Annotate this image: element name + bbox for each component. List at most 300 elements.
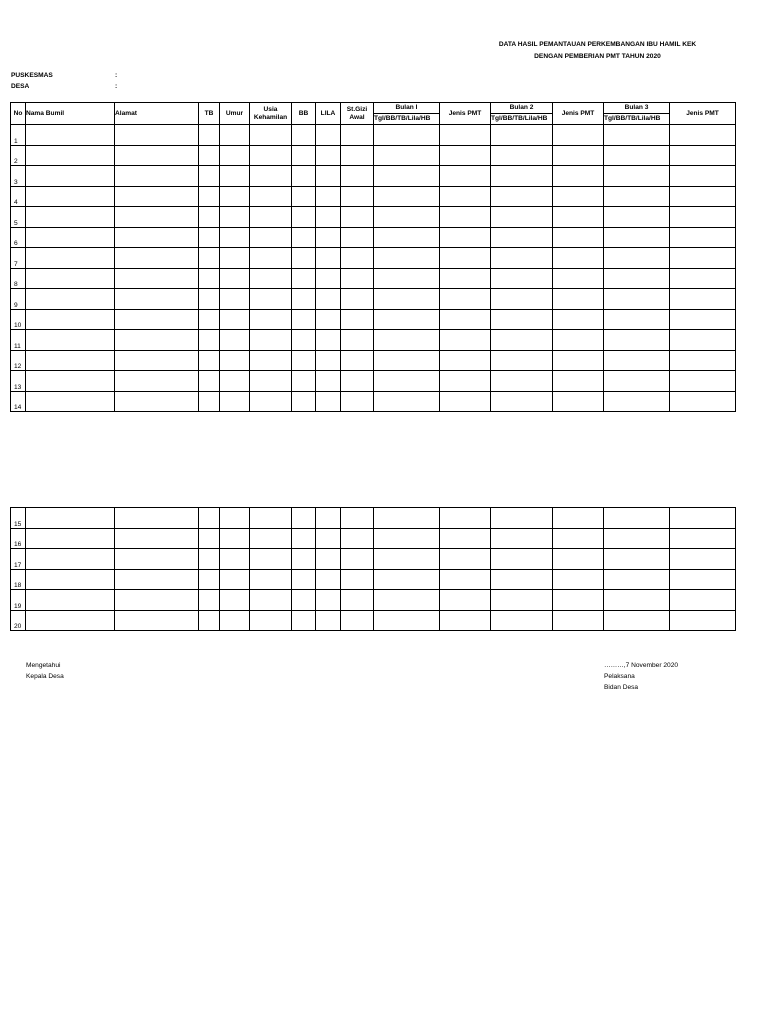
table-cell [440,350,491,371]
table-cell [199,248,220,269]
table-row [11,549,736,570]
table-cell [670,391,736,412]
row-number: 5 [11,207,26,228]
table-cell [670,508,736,529]
table-cell [220,309,250,330]
table-cell [26,590,115,611]
table-cell [316,145,341,166]
table-cell [670,145,736,166]
table-cell [115,227,199,248]
table-cell [341,309,374,330]
table-cell [115,528,199,549]
table-cell [199,549,220,570]
table-cell [374,145,440,166]
table-cell [604,268,670,289]
table-cell [115,289,199,310]
table-cell [440,145,491,166]
table-cell [374,528,440,549]
table-cell [604,549,670,570]
table-cell [199,268,220,289]
table-cell [316,248,341,269]
table-cell [316,391,341,412]
table-cell [292,330,316,351]
table-cell [199,330,220,351]
header-alamat: Alamat [115,103,199,125]
table-cell [553,590,604,611]
table-cell [374,248,440,269]
table-row [11,248,736,269]
table-cell [341,125,374,146]
header-tb: TB [199,103,220,125]
table-cell [341,207,374,228]
table-body-part2 [11,508,736,631]
header-nama-bumil: Nama Bumil [26,103,115,125]
table-cell [553,207,604,228]
row-number: 13 [11,371,26,392]
table-cell [26,248,115,269]
table-row [11,330,736,351]
table-cell [26,309,115,330]
table-row [11,528,736,549]
table-row [11,268,736,289]
table-cell [491,371,553,392]
table-cell [440,227,491,248]
table-cell [292,186,316,207]
header-bulan-1: Bulan I [374,103,440,114]
row-number: 17 [11,549,26,570]
table-cell [199,186,220,207]
table-row [11,350,736,371]
table-cell [26,610,115,631]
table-cell [292,166,316,187]
table-cell [440,569,491,590]
table-cell [292,145,316,166]
signature-bidan-desa: Bidan Desa [604,684,639,691]
header-umur: Umur [220,103,250,125]
header-jenis-pmt-3: Jenis PMT [670,103,736,125]
table-row [11,508,736,529]
table-cell [115,309,199,330]
table-cell [316,186,341,207]
table-cell [491,289,553,310]
table-cell [316,371,341,392]
table-cell [491,166,553,187]
table-cell [316,309,341,330]
table-row [11,610,736,631]
table-cell [341,248,374,269]
table-cell [115,391,199,412]
table-cell [220,590,250,611]
table-cell [491,227,553,248]
table-cell [604,391,670,412]
signature-kepala-desa: Kepala Desa [26,673,64,680]
table-cell [199,391,220,412]
table-cell [292,227,316,248]
table-cell [115,610,199,631]
table-cell [26,569,115,590]
table-cell [553,309,604,330]
table-cell [250,207,292,228]
table-cell [341,549,374,570]
table-cell [374,330,440,351]
table-cell [115,549,199,570]
table-cell [553,391,604,412]
table-cell [491,145,553,166]
table-cell [26,528,115,549]
table-cell [115,207,199,228]
table-cell [316,125,341,146]
table-cell [26,125,115,146]
table-cell [220,549,250,570]
table-cell [26,268,115,289]
puskesmas-label: PUSKESMAS [11,72,53,79]
subheader-bulan-3: Tgl/BB/TB/Lila/HB [604,114,670,125]
table-cell [220,289,250,310]
table-cell [250,569,292,590]
table-cell [250,186,292,207]
table-cell [220,371,250,392]
table-cell [670,350,736,371]
puskesmas-separator: : [115,72,118,79]
table-cell [670,569,736,590]
table-cell [250,508,292,529]
table-cell [199,309,220,330]
table-cell [553,350,604,371]
table-cell [316,508,341,529]
monitoring-table-part1 [10,102,736,412]
table-cell [115,248,199,269]
table-cell [250,289,292,310]
table-cell [440,610,491,631]
table-cell [670,268,736,289]
table-cell [316,549,341,570]
table-cell [440,549,491,570]
table-cell [341,508,374,529]
subheader-bulan-1: Tgl/BB/TB/Lila/HB [374,114,440,125]
table-cell [115,508,199,529]
table-cell [374,549,440,570]
table-cell [670,610,736,631]
table-cell [26,371,115,392]
table-cell [316,350,341,371]
table-cell [316,268,341,289]
table-cell [374,289,440,310]
row-number: 10 [11,309,26,330]
row-number: 20 [11,610,26,631]
row-number: 9 [11,289,26,310]
table-cell [199,125,220,146]
table-cell [440,166,491,187]
table-row [11,186,736,207]
signature-pelaksana: Pelaksana [604,673,635,680]
table-cell [199,289,220,310]
row-number: 8 [11,268,26,289]
table-cell [341,145,374,166]
table-cell [670,330,736,351]
table-cell [604,248,670,269]
table-cell [604,309,670,330]
table-cell [316,207,341,228]
table-cell [604,289,670,310]
table-cell [250,145,292,166]
table-cell [670,590,736,611]
table-cell [604,145,670,166]
table-cell [491,207,553,228]
table-cell [341,268,374,289]
table-cell [553,508,604,529]
table-cell [199,350,220,371]
table-cell [292,125,316,146]
table-cell [115,145,199,166]
table-cell [553,569,604,590]
table-cell [670,207,736,228]
row-number: 18 [11,569,26,590]
table-cell [115,590,199,611]
table-cell [292,289,316,310]
table-row [11,125,736,146]
table-row [11,309,736,330]
header-usia-kehamilan: Usia Kehamilan [250,103,292,125]
table-cell [553,145,604,166]
header-bulan-2: Bulan 2 [491,103,553,114]
table-cell [199,508,220,529]
table-cell [292,350,316,371]
table-cell [316,227,341,248]
table-cell [553,371,604,392]
table-cell [440,125,491,146]
table-cell [553,125,604,146]
table-row [11,166,736,187]
table-cell [199,528,220,549]
table-cell [553,610,604,631]
table-cell [250,268,292,289]
table-cell [440,330,491,351]
header-jenis-pmt-1: Jenis PMT [440,103,491,125]
table-cell [26,508,115,529]
table-cell [292,248,316,269]
table-cell [26,330,115,351]
table-cell [440,248,491,269]
table-cell [115,371,199,392]
table-cell [440,186,491,207]
table-cell [199,371,220,392]
table-cell [374,166,440,187]
table-cell [440,391,491,412]
table-cell [316,330,341,351]
table-cell [316,528,341,549]
table-cell [491,391,553,412]
table-cell [220,569,250,590]
table-cell [220,145,250,166]
table-cell [199,145,220,166]
table-cell [250,371,292,392]
table-cell [26,391,115,412]
table-cell [115,125,199,146]
table-cell [604,610,670,631]
table-cell [491,186,553,207]
table-cell [491,248,553,269]
table-cell [292,309,316,330]
table-cell [199,610,220,631]
signature-right [604,660,678,693]
table-cell [491,330,553,351]
header-lila: LILA [316,103,341,125]
row-number: 7 [11,248,26,269]
table-cell [26,289,115,310]
row-number: 15 [11,508,26,529]
table-cell [440,590,491,611]
table-cell [374,391,440,412]
table-cell [374,268,440,289]
row-number: 2 [11,145,26,166]
table-cell [292,590,316,611]
table-cell [250,610,292,631]
report-title-line1: DATA HASIL PEMANTAUAN PERKEMBANGAN IBU HAMIL KEK [498,41,697,48]
table-cell [250,309,292,330]
table-cell [292,508,316,529]
table-cell [199,227,220,248]
row-number: 16 [11,528,26,549]
table-cell [341,350,374,371]
table-cell [341,391,374,412]
table-cell [374,125,440,146]
table-cell [553,330,604,351]
table-cell [220,227,250,248]
table-cell [115,350,199,371]
table-cell [440,508,491,529]
table-cell [553,289,604,310]
table-cell [440,371,491,392]
signature-mengetahui: Mengetahui [26,662,61,669]
table-cell [491,268,553,289]
table-cell [553,528,604,549]
table-cell [250,248,292,269]
table-cell [115,268,199,289]
table-cell [341,371,374,392]
row-number: 3 [11,166,26,187]
table-cell [491,569,553,590]
table-cell [374,207,440,228]
table-cell [292,610,316,631]
table-cell [220,207,250,228]
table-cell [553,227,604,248]
table-cell [604,590,670,611]
table-cell [26,145,115,166]
table-cell [316,610,341,631]
table-cell [341,289,374,310]
table-cell [604,371,670,392]
table-cell [604,125,670,146]
subheader-bulan-2: Tgl/BB/TB/Lila/HB [491,114,553,125]
signature-date: ………,7 November 2020 [604,662,679,669]
desa-separator: : [115,83,118,90]
table-cell [604,350,670,371]
table-row [11,590,736,611]
table-cell [292,207,316,228]
table-cell [374,371,440,392]
table-row [11,207,736,228]
table-cell [341,590,374,611]
table-cell [292,268,316,289]
table-cell [26,186,115,207]
table-cell [670,186,736,207]
table-cell [199,166,220,187]
table-cell [341,166,374,187]
table-cell [374,590,440,611]
table-cell [316,569,341,590]
table-cell [604,330,670,351]
table-cell [199,590,220,611]
table-cell [115,569,199,590]
table-cell [670,528,736,549]
table-cell [491,309,553,330]
table-cell [440,528,491,549]
table-cell [250,330,292,351]
table-cell [115,166,199,187]
table-cell [26,350,115,371]
table-row [11,569,736,590]
table-cell [341,186,374,207]
row-number: 11 [11,330,26,351]
table-cell [26,549,115,570]
table-cell [316,289,341,310]
table-cell [250,125,292,146]
table-cell [341,330,374,351]
table-row [11,371,736,392]
table-cell [250,227,292,248]
signature-left [26,660,64,682]
table-cell [220,610,250,631]
header-st-gizi-awal: St.Gizi Awal [341,103,374,125]
table-cell [220,391,250,412]
table-cell [491,528,553,549]
table-row [11,289,736,310]
row-number: 14 [11,391,26,412]
table-cell [604,207,670,228]
table-cell [670,371,736,392]
report-title-line2: DENGAN PEMBERIAN PMT TAHUN 2020 [534,53,661,60]
table-cell [670,248,736,269]
table-row [11,145,736,166]
table-cell [491,350,553,371]
table-cell [374,508,440,529]
row-number: 1 [11,125,26,146]
table-cell [115,186,199,207]
table-cell [250,350,292,371]
table-cell [292,528,316,549]
table-cell [374,569,440,590]
table-cell [604,569,670,590]
table-cell [670,549,736,570]
table-cell [374,350,440,371]
row-number: 4 [11,186,26,207]
table-cell [553,549,604,570]
table-cell [491,125,553,146]
table-cell [220,186,250,207]
table-cell [250,166,292,187]
header-bb: BB [292,103,316,125]
table-cell [491,590,553,611]
table-cell [220,330,250,351]
table-cell [604,227,670,248]
table-cell [553,248,604,269]
table-cell [670,166,736,187]
table-row [11,227,736,248]
table-cell [440,309,491,330]
table-cell [220,528,250,549]
table-body-part1 [11,125,736,412]
table-cell [316,166,341,187]
